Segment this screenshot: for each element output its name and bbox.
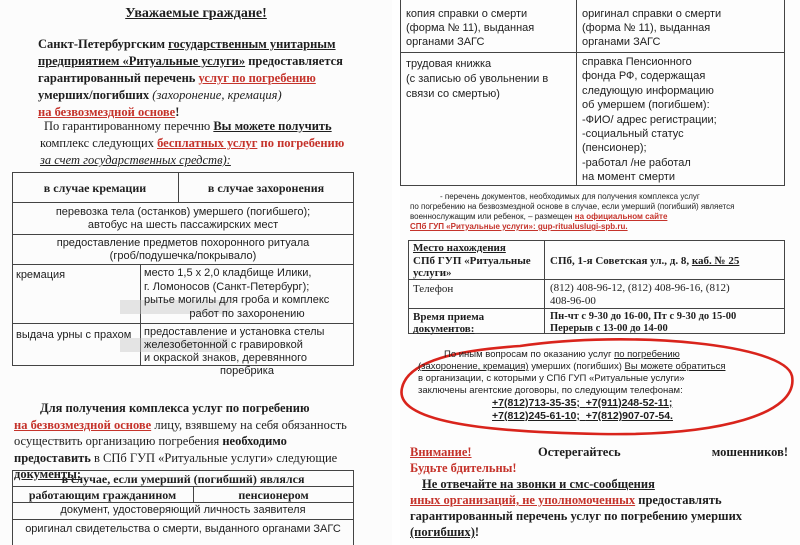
- place-value: СПб, 1-я Советская ул., д. 8, каб. № 25: [550, 255, 740, 267]
- table-cell: справка Пенсионного фонда РФ, содержащая следующую информацию об умершем (погибшем): -ФИО/ адрес регистрации; -социальный статус (пенсионер); -работал /не работал на момент смерти: [582, 56, 717, 184]
- place-label: Место нахождения СПб ГУП «Ритуальные услуги»: [413, 242, 531, 279]
- col-pensioner: пенсионером: [238, 488, 309, 502]
- hours-label: Время приема документов:: [413, 311, 485, 335]
- agent-phone[interactable]: +7(911)248-52-11;: [585, 397, 673, 409]
- table-cell: место 1,5 х 2,0 кладбище Илики, г. Ломоносов (Санкт-Петербург); рытье могилы для гроба и комплекс работ по захоронению: [144, 267, 330, 320]
- col-burial: в случае захоронения: [207, 181, 325, 195]
- page-title: Уважаемые граждане!: [125, 6, 267, 21]
- other-questions: По иным вопросам по оказанию услуг по погребению (захоронение, кремация) умерших (погибших) Вы можете обратиться в организации, с которыми у СПб ГУП «Ритуальные услуги» заключены агентские договоры, по следующим телефонам: +7(812)713-35-35; +7(911)248-52-11; +7(812)245-61-10; +7(812)907-07-54.: [418, 349, 726, 422]
- hours-value: Пн-чт с 9-30 до 16-00, Пт с 9-30 до 15-00 Перерыв с 13-00 до 14-00: [550, 311, 737, 334]
- table-cell: выдача урны с прахом: [16, 329, 132, 341]
- table-cell: предоставление и установка стелы железобетонной с гравировкой и окраской знаков, деревянного поребрика: [144, 326, 325, 377]
- col-working: работающим гражданином: [28, 488, 177, 502]
- free-services-paragraph: По гарантированному перечню Вы можете получить комплекс следующих бесплатных услуг по погребению за счет государственных средств):: [40, 119, 345, 167]
- agent-phone[interactable]: +7(812)245-61-10;: [492, 410, 580, 422]
- table-row: перевозка тела (останков) умершего (погибшего); автобус на шесть пассажирских мест: [55, 206, 311, 231]
- table-row: оригинал свидетельства о смерти, выданного органами ЗАГС: [25, 523, 341, 535]
- table-cell: трудовая книжка (с записью об увольнении в связи со смертью): [406, 58, 549, 100]
- phone-value: (812) 408-96-12, (812) 408-96-16, (812) 408-96-00: [550, 282, 730, 307]
- agent-phone[interactable]: +7(812)713-35-35;: [492, 397, 580, 409]
- table-row: предоставление предметов похоронного ритуала (гроб/подушечка/покрывало): [56, 237, 310, 262]
- documents-paragraph: Для получения комплекса услуг по погребению на безвозмездной основе лицу, взявшему на себя обязанность осуществить организацию погребения необходимо предоставить в СПб ГУП «Ритуальные услуги» следующие документы:: [14, 401, 347, 481]
- table-cell: кремация: [16, 269, 66, 281]
- intro-paragraph: Санкт-Петербургским государственным унитарным предприятием «Ритуальные услуги» предоставляется гарантированный перечень услуг по погребению умерших/погибших (захоронение, кремация) на безвозмездной основе!: [38, 37, 343, 119]
- right-page: [400, 0, 800, 545]
- table-cell: копия справки о смерти (форма № 11), выданная органами ЗАГС: [406, 8, 535, 48]
- table-cell: оригинал справки о смерти (форма № 11), выданная органами ЗАГС: [582, 8, 722, 48]
- documents-note: - перечень документов, необходимых для получения комплекса услуг по погребению на безвозмездной основе в случае, если умерший (погибший) является военнослужащим или ребенок, – размещен на официальном сайте СПб ГУП «Ритуальные услуги»: gup-ritualuslugi-spb.ru.: [410, 192, 782, 232]
- official-site-link[interactable]: СПб ГУП «Ритуальные услуги»: gup-ritualuslugi-spb.ru.: [410, 222, 628, 231]
- fraud-warning: Внимание! Остерегайтесь мошенников! Будьте бдительны! Не отвечайте на звонки и смс-сообщения иных организаций, не уполномоченных предоставлять гарантированный перечень услуг по погребению умерших (погибших)!: [410, 445, 788, 539]
- left-page: [0, 0, 392, 545]
- col-cremation: в случае кремации: [43, 181, 147, 195]
- documents-table-header: в случае, если умерший (погибший) являлся: [61, 472, 305, 486]
- attention-label: Внимание!: [410, 445, 472, 459]
- table-row: документ, удостоверяющий личность заявителя: [60, 504, 306, 516]
- agent-phone[interactable]: +7(812)907-07-54.: [585, 410, 673, 422]
- phone-label: Телефон: [413, 283, 454, 295]
